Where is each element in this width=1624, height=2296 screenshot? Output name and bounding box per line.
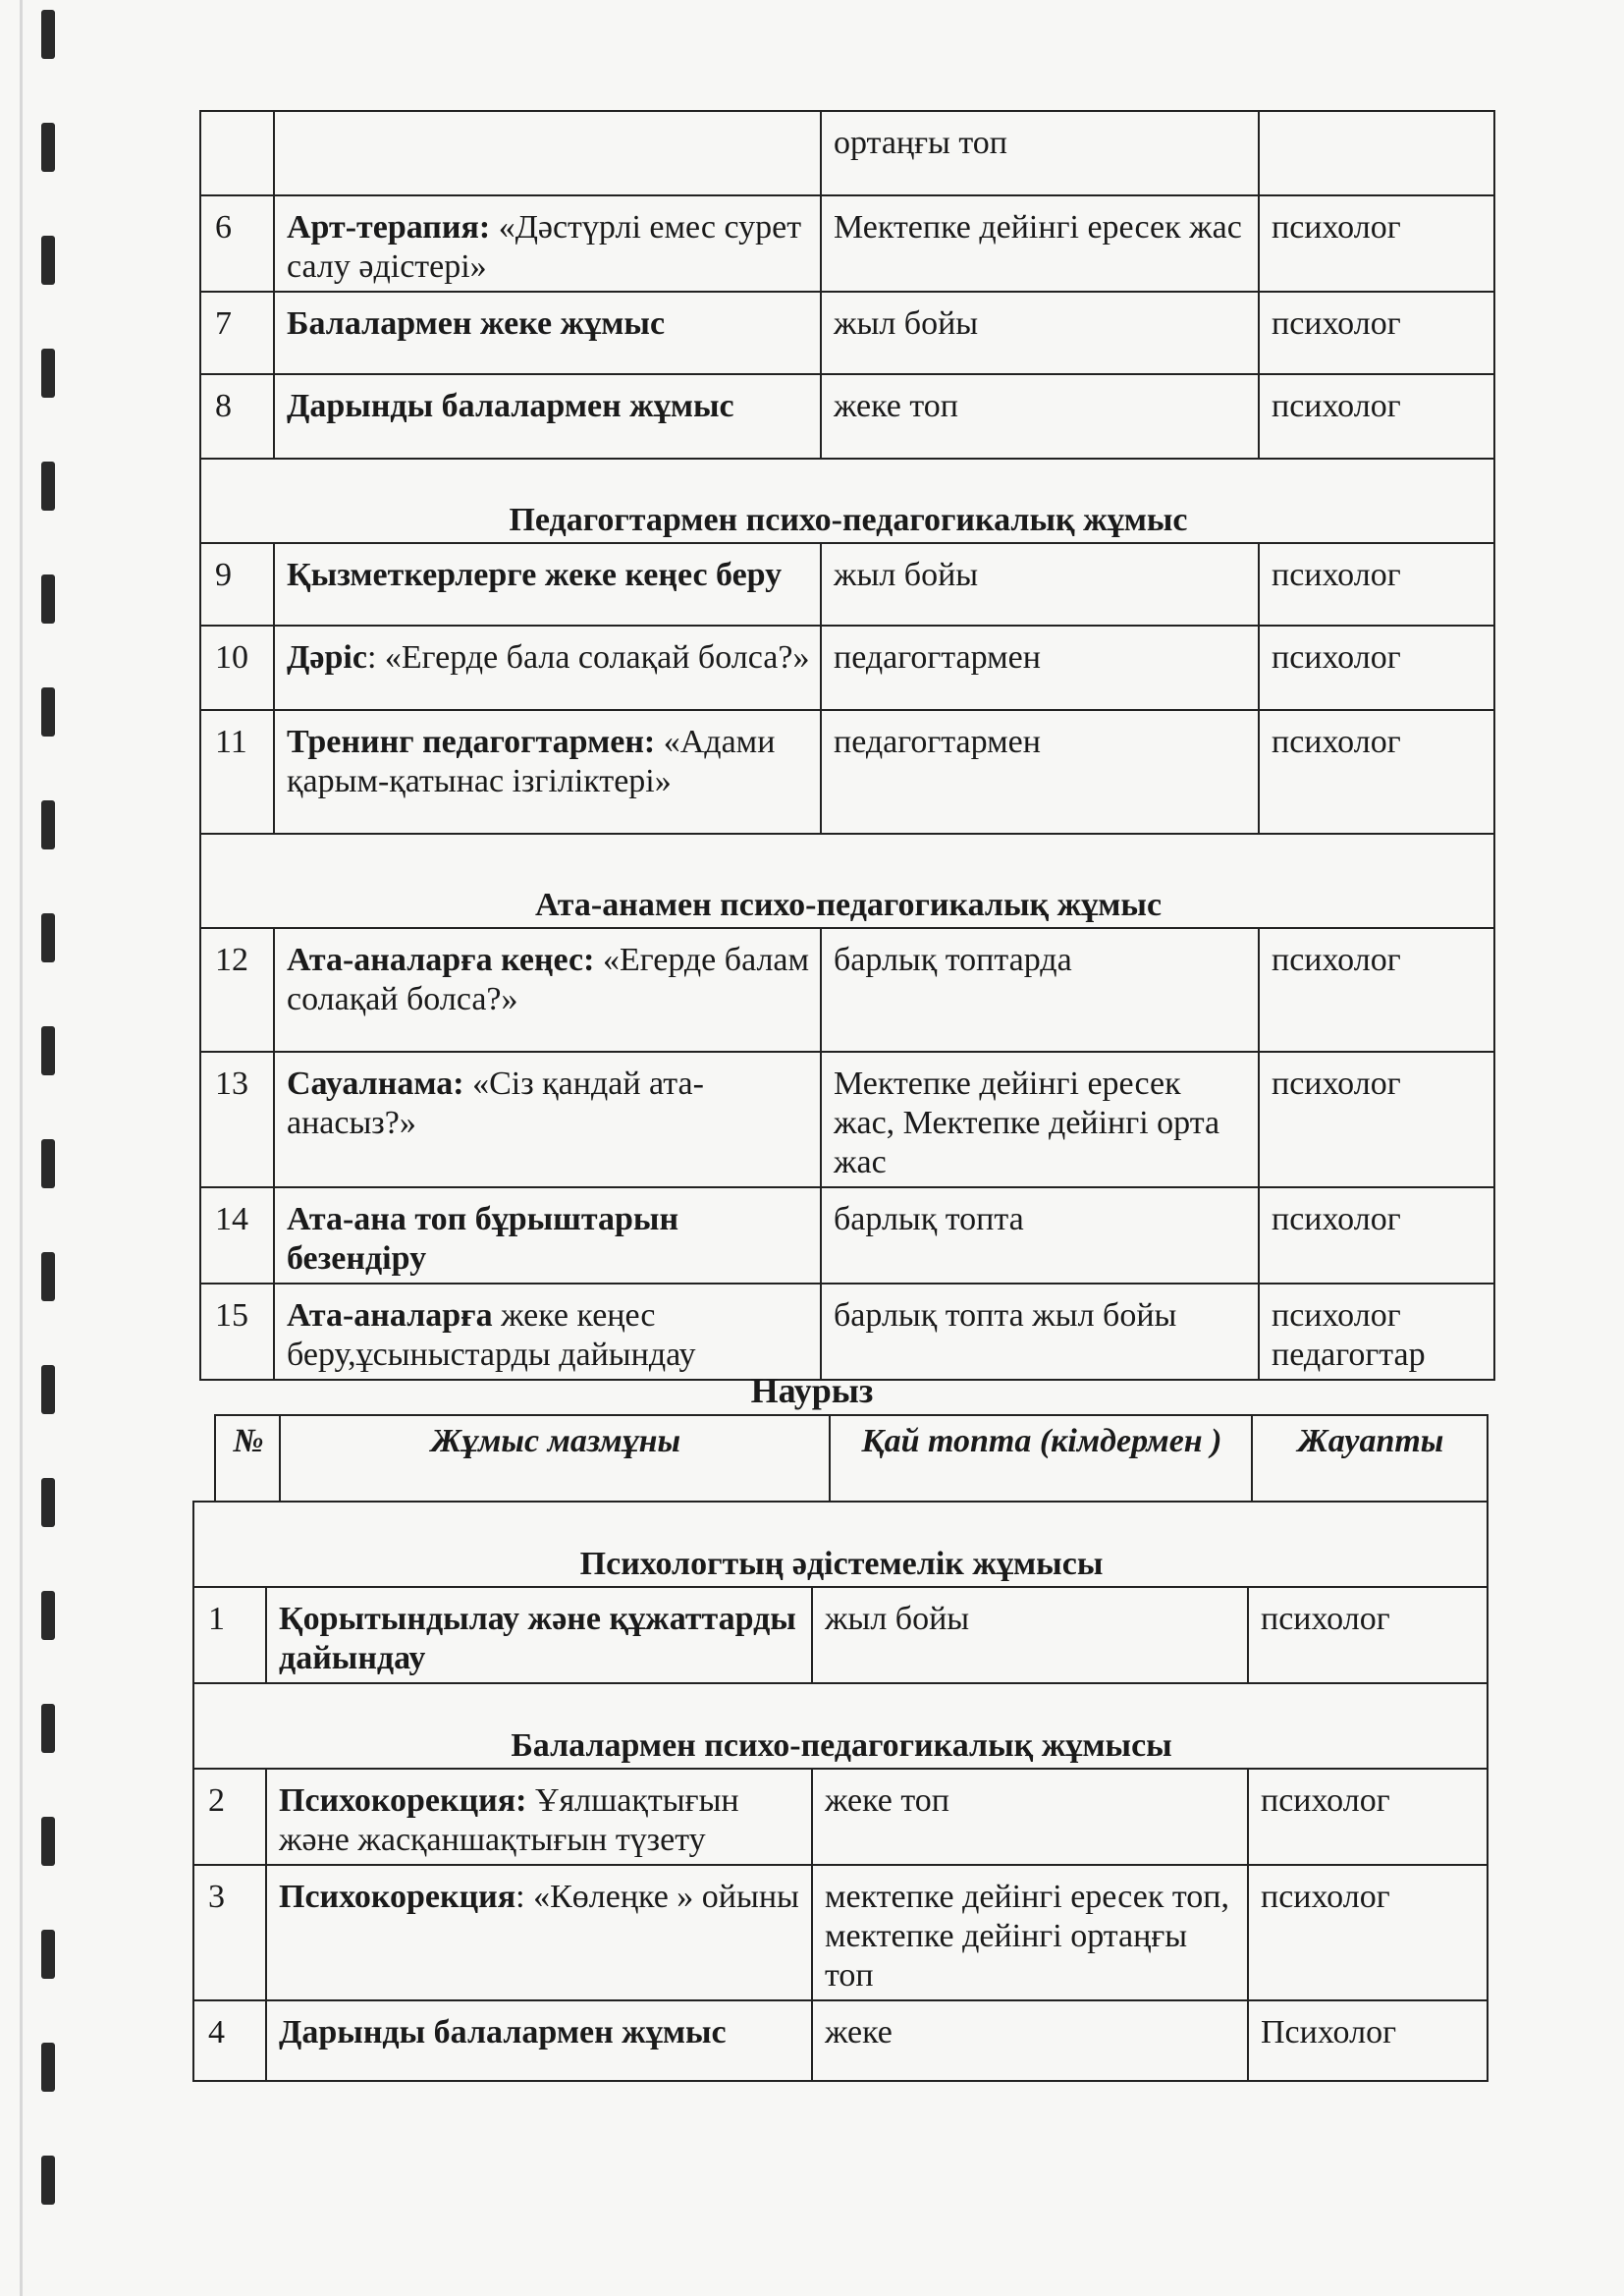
binding-hole <box>41 574 55 624</box>
responsible: психолог <box>1259 710 1494 834</box>
work-content-bold: Ата-аналарға <box>287 1297 493 1334</box>
row-number: 3 <box>193 1865 266 2000</box>
work-content <box>274 1187 821 1284</box>
target-group: педагогтармен <box>821 626 1259 710</box>
work-content-bold: Қызметкерлерге жеке кеңес беру <box>287 557 783 593</box>
page-edge <box>20 0 23 2296</box>
section-title: Ата-анамен психо-педагогикалық жұмыс <box>200 834 1494 928</box>
work-content <box>274 928 821 1052</box>
target-group: ортаңғы топ <box>821 111 1259 195</box>
work-content-bold: Қорытындылау және құжаттарды дайындау <box>279 1601 796 1676</box>
work-content <box>266 2000 812 2081</box>
plan-table-march <box>192 1501 1489 2082</box>
table-row <box>200 292 1494 374</box>
row-number: 11 <box>200 710 274 834</box>
table-row <box>200 1187 1494 1284</box>
target-group: жыл бойы <box>812 1587 1248 1683</box>
table-row <box>200 710 1494 834</box>
section-row <box>193 1502 1488 1587</box>
row-number: 2 <box>193 1769 266 1865</box>
table-row <box>200 374 1494 459</box>
responsible: психолог <box>1259 928 1494 1052</box>
binding-hole <box>41 1252 55 1301</box>
row-number: 10 <box>200 626 274 710</box>
work-content-bold: Ата-аналарға кеңес: <box>287 942 595 978</box>
binding-hole <box>41 913 55 962</box>
binding-hole <box>41 349 55 398</box>
table-row <box>193 2000 1488 2081</box>
target-group: жыл бойы <box>821 292 1259 374</box>
work-content <box>274 543 821 626</box>
work-content-bold: Сауалнама: <box>287 1066 464 1102</box>
responsible: психолог педагогтар <box>1259 1284 1494 1380</box>
binding-hole <box>41 1704 55 1753</box>
work-content-bold: Балалармен жеке жұмыс <box>287 305 666 342</box>
binding-hole <box>41 10 55 59</box>
table-row <box>193 1769 1488 1865</box>
work-content-bold: Психокорекция: <box>279 1782 527 1819</box>
binding-hole <box>41 1139 55 1188</box>
responsible: психолог <box>1248 1587 1488 1683</box>
table-row <box>200 543 1494 626</box>
section-row <box>200 459 1494 543</box>
work-content-bold: Арт-терапия: <box>287 209 491 246</box>
binding-hole <box>41 462 55 511</box>
work-content <box>274 1284 821 1380</box>
row-number <box>200 111 274 195</box>
header-number: № <box>215 1415 280 1502</box>
table-header-march <box>214 1414 1489 1503</box>
binding-hole <box>41 800 55 849</box>
work-content-rest: «Адами қарым-қатынас ізгіліктері» <box>287 724 776 799</box>
header-responsible: Жауапты <box>1252 1415 1488 1502</box>
work-content <box>266 1769 812 1865</box>
binding-hole <box>41 236 55 285</box>
month-title: Наурыз <box>750 1371 874 1410</box>
responsible: психолог <box>1248 1865 1488 2000</box>
table-row <box>193 1587 1488 1683</box>
row-number: 1 <box>193 1587 266 1683</box>
row-number: 6 <box>200 195 274 292</box>
binding-hole <box>41 687 55 737</box>
work-content-rest: : «Көлеңке » ойыны <box>515 1879 799 1915</box>
binding-hole <box>41 2156 55 2205</box>
section-row <box>193 1683 1488 1769</box>
target-group: жыл бойы <box>821 543 1259 626</box>
target-group: жеке <box>812 2000 1248 2081</box>
work-content-bold: Психокорекция <box>279 1879 516 1915</box>
work-content-bold: Ата-ана топ бұрыштарын безендіру <box>287 1201 679 1277</box>
work-content <box>266 1865 812 2000</box>
section-row <box>200 834 1494 928</box>
table-row <box>200 626 1494 710</box>
row-number: 9 <box>200 543 274 626</box>
work-content <box>274 626 821 710</box>
work-content-bold: Дарынды балалармен жұмыс <box>279 2014 727 2050</box>
work-content-rest: «Сіз қандай ата-анасыз?» <box>287 1066 704 1141</box>
responsible: психолог <box>1248 1769 1488 1865</box>
work-content <box>274 374 821 459</box>
target-group: Мектепке дейінгі ересек жас, Мектепке дейінгі орта жас <box>821 1052 1259 1187</box>
binding-hole <box>41 1930 55 1979</box>
target-group: Мектепке дейінгі ересек жас <box>821 195 1259 292</box>
binding-margin <box>0 0 59 2296</box>
work-content-rest: «Егерде балам солақай болса?» <box>287 942 810 1017</box>
row-number: 12 <box>200 928 274 1052</box>
responsible: психолог <box>1259 374 1494 459</box>
header-group: Қай топта (кімдермен ) <box>830 1415 1252 1502</box>
row-number: 8 <box>200 374 274 459</box>
section-title: Психологтың әдістемелік жұмысы <box>193 1502 1488 1587</box>
binding-hole <box>41 1817 55 1866</box>
target-group: барлық топтарда <box>821 928 1259 1052</box>
responsible: психолог <box>1259 543 1494 626</box>
row-number: 14 <box>200 1187 274 1284</box>
work-content-bold: Тренинг педагогтармен: <box>287 724 656 760</box>
table-row <box>200 1052 1494 1187</box>
binding-hole <box>41 1478 55 1527</box>
responsible: психолог <box>1259 195 1494 292</box>
binding-hole <box>41 1591 55 1640</box>
responsible: Психолог <box>1248 2000 1488 2081</box>
header-content: Жұмыс мазмұны <box>280 1415 830 1502</box>
work-content-rest: «Дәстүрлі емес сурет салу әдістері» <box>287 209 802 285</box>
work-content-rest: : «Егерде бала солақай болса?» <box>366 639 810 676</box>
work-content <box>266 1587 812 1683</box>
work-content-rest: жеке кеңес беру,ұсыныстарды дайындау <box>287 1297 696 1373</box>
responsible <box>1259 111 1494 195</box>
target-group: жеке топ <box>812 1769 1248 1865</box>
responsible: психолог <box>1259 626 1494 710</box>
responsible: психолог <box>1259 1052 1494 1187</box>
work-content-bold: Дарынды балалармен жұмыс <box>287 388 734 424</box>
work-content-bold: Дәріс <box>287 639 367 676</box>
binding-hole <box>41 2043 55 2092</box>
row-number: 13 <box>200 1052 274 1187</box>
target-group: педагогтармен <box>821 710 1259 834</box>
work-content <box>274 710 821 834</box>
work-content-rest: Ұялшақтығын және жасқаншақтығын түзету <box>279 1782 739 1858</box>
work-content <box>274 111 821 195</box>
row-number: 4 <box>193 2000 266 2081</box>
table-row <box>200 111 1494 195</box>
table-row <box>193 1865 1488 2000</box>
table-row <box>200 1284 1494 1380</box>
section-title: Педагогтармен психо-педагогикалық жұмыс <box>200 459 1494 543</box>
target-group: жеке топ <box>821 374 1259 459</box>
work-content <box>274 195 821 292</box>
table-row <box>200 928 1494 1052</box>
target-group: барлық топта жыл бойы <box>821 1284 1259 1380</box>
responsible: психолог <box>1259 1187 1494 1284</box>
target-group: мектепке дейінгі ересек топ, мектепке дейінгі ортаңғы топ <box>812 1865 1248 2000</box>
responsible: психолог <box>1259 292 1494 374</box>
work-content <box>274 292 821 374</box>
table-row <box>200 195 1494 292</box>
row-number: 15 <box>200 1284 274 1380</box>
section-title: Балалармен психо-педагогикалық жұмысы <box>193 1683 1488 1769</box>
plan-table-february-end <box>199 110 1495 1381</box>
binding-hole <box>41 123 55 172</box>
binding-hole <box>41 1026 55 1075</box>
work-content <box>274 1052 821 1187</box>
row-number: 7 <box>200 292 274 374</box>
target-group: барлық топта <box>821 1187 1259 1284</box>
